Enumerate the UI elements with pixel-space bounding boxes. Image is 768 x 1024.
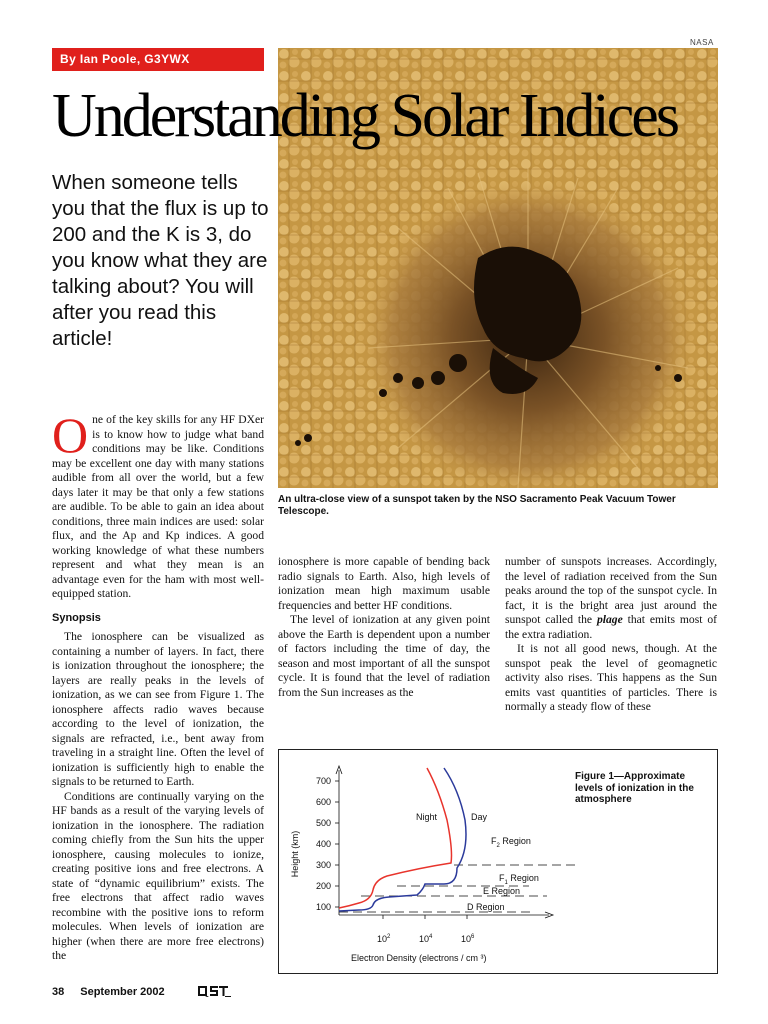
- drop-cap: O: [52, 407, 89, 463]
- article-column-3: [505, 555, 717, 715]
- x-tick-label: $10^4$: [419, 934, 433, 944]
- plage-term: plage: [596, 613, 623, 626]
- figure-caption: Figure 1—Approximate levels of ionization in the atmosphere: [575, 771, 694, 805]
- day-curve: [339, 768, 466, 911]
- night-curve: [339, 768, 452, 908]
- y-tick-label: 500: [315, 818, 331, 828]
- x-tick-label: $10^6$: [461, 934, 475, 944]
- y-ticks: [335, 781, 339, 907]
- paragraph-text: that emits most of the extra radiation.: [505, 613, 717, 641]
- photo-credit: NASA: [690, 38, 714, 47]
- paragraph: The ionosphere can be visualized as containing a number of layers. In fact, there is ionization throughout the ionosphere; the layers are really peaks in the levels of ionization, as we can see from Figure 1. The ionosphere affects radio waves because according to the level of ionization, the signals are refracted, i.e., bent away from traveling in a straight line. Often the level of ionization is sufficiently high to enable the signals to be returned to Earth.: [52, 630, 264, 788]
- page-footer: [52, 986, 181, 998]
- d-region-label: D Region: [467, 902, 505, 912]
- issue-date: September 2002: [80, 986, 165, 998]
- night-label: Night: [416, 812, 438, 822]
- paragraph: [505, 555, 717, 642]
- paragraph: ionosphere is more capable of bending back radio signals to Earth. Also, high levels of ionization mean high maximum usable frequencies and better HF conditions.: [278, 555, 490, 612]
- intro-paragraph: [52, 407, 264, 602]
- e-region-label: E Region: [483, 886, 521, 896]
- y-tick-label: 100: [315, 902, 331, 912]
- paragraph-text: number of sunspots increases. Accordingly, the level of radiation received from the Sun peaks around the top of the sunspot cycle. In fact, it is the bright area just around the sunspot called the: [505, 555, 717, 626]
- region-boundaries: [339, 865, 579, 912]
- article-deck: When someone tells you that the flux is up to 200 and the K is 3, do you know what they are talking about? You will after you read this article!: [52, 171, 269, 350]
- y-axis-label: Height (km): [290, 830, 300, 878]
- article-title: Understanding Solar Indices: [52, 82, 677, 150]
- y-tick-label: 300: [315, 860, 331, 870]
- y-tick-label: 200: [315, 881, 331, 891]
- y-tick-label: 400: [315, 839, 331, 849]
- f1-region-label: $F_1$ Region: [499, 873, 539, 886]
- qst-logo: [196, 984, 232, 1003]
- article-column-1: [52, 407, 264, 964]
- page-number: 38: [52, 986, 65, 998]
- paragraph: It is not all good news, though. At the sunspot peak the level of geomagnetic activity also rises. This happens as the Sun emits vast quantities of particles. There is normally a steady flow of these: [505, 642, 717, 713]
- byline: By Ian Poole, G3YWX: [52, 48, 264, 71]
- f2-region-label: $F_2$ Region: [491, 836, 531, 849]
- y-tick-label: 700: [315, 776, 331, 786]
- paragraph: Conditions are continually varying on the HF bands as a result of the varying levels of ionization in the ionosphere. The radiation coming chiefly from the Sun hits the upper ionosphere, causing molecules to ionize, creating positive ions and free electrons. A state of “dynamic equilibrium” exists. The free electrons that affect radio waves recombine with the positive ions to reform molecules. When levels of ionization are higher (when there are more free electrons) the: [52, 789, 264, 962]
- paragraph: The level of ionization at any given point above the Earth is dependent upon a number of factors including the time of day, the season and most important of all the sunspot cycle. It is found that the level of radiation from the Sun increases as the: [278, 613, 490, 699]
- y-tick-label: 600: [315, 797, 331, 807]
- x-tick-label: $10^2$: [377, 934, 391, 944]
- x-axis-label: Electron Density (electrons / cm ³): [351, 953, 487, 963]
- day-label: Day: [471, 812, 488, 822]
- photo-caption: An ultra-close view of a sunspot taken by the NSO Sacramento Peak Vacuum Tower Telescope.: [278, 494, 676, 517]
- article-column-2: [278, 555, 490, 700]
- section-heading-synopsis: Synopsis: [52, 611, 101, 624]
- intro-text: ne of the key skills for any HF DXer is to know how to judge what band conditions may be like. Conditions may be excellent one day with many stations audible from all over the world, but a few days later it may be that only a few stations are audible. To be able to gain an idea about conditions, three main indices are used: solar flux, and the Ap and Kp indices. A good working knowledge of what these numbers represent and what they mean is an advantage even for the ham with most well-equipped station.: [52, 413, 264, 600]
